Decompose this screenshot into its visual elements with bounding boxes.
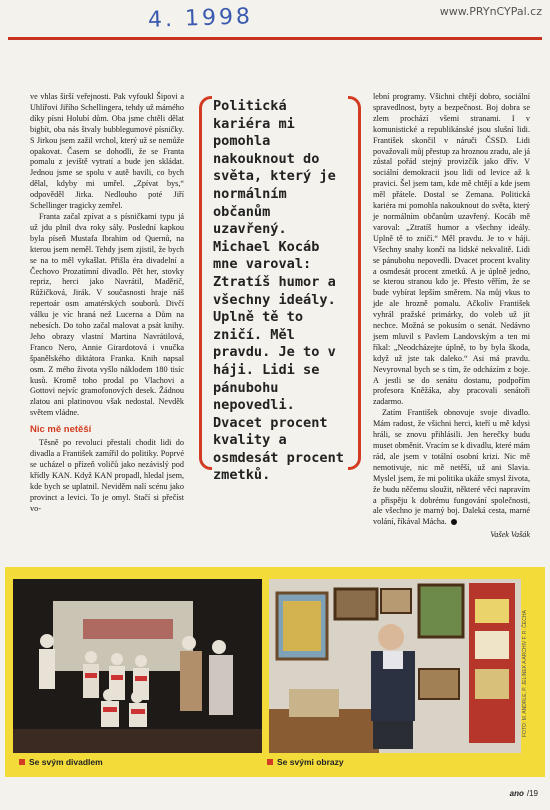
- pull-quote-text: Politická kariéra mi pomohla nakouknout do světa, který je normálním občanům uzavřený. Michael Kocáb mne varoval: Ztratíš humor a všechny ideály. Uplně tě to zničí. Měl pravdu. Je to v háji. Lidi se pánubohu nepovedli. Dvacet procent kvality a osmdesát procent zmetků.: [213, 98, 344, 484]
- paragraph: Zatím František obnovuje svoje divadlo. Mám radost, že všichni herci, kteří u mě kdysi hráli, se znovu přihlásili. Jen herečky budu muset obměnit. Vracím se k divadlu, které mám rád, ale jsem v totální osobní krizi. Nic mě nemotivuje, nic mě netěší, už ani Slavia. Myslel jsem, že mi politika ukáže smysl života, že budu něčemu sloužit, některé věci napravím a přispěju k dobrému fungování společnosti, ale všechno je marný boj. Daleká cesta, marné volání, říkával Mácha.: [373, 408, 530, 527]
- magazine-logo: ano: [509, 789, 524, 798]
- handwritten-date: 4. 1998: [147, 4, 254, 33]
- article-column-left: [30, 92, 184, 514]
- caption-paintings: Se svými obrazy: [267, 757, 344, 767]
- paragraph: Franta začal zpívat a s písničkami typu já už jdu plnil dva roky sály. Poslední kapkou byla píseň Mustafa Ibrahim od Quernů, na kterou jsem neměl. Tehdy jsem zjistil, že bych se na to měl vykašlat. Přišla éra divadelní a Čechovo Prozatímní divadlo. Pět her, stovky repriz, herci jako Navrátil, Maděrič, Růžičková, Jirák. V současnosti hraje náš repertoár osm amatérských souborů. Divčí válku je víc hraná než Lucerna a Dům na nebesích. Do toho začal malovat a psát knihy. Jeho obrazy vlastní Martina Navrátilová, Franco Nero, Annie Girardotová i vnučka španělského diktátora Franka. Knih napsal osm. Z mého života vyšlo náklodem 180 tisíc kusů. Kromě toho prodal po Vlachovi a Gottovi nejvíc gramofonových desek. Žádnou zlatou ani platinovou však nedostal. Nevděk světem vládne.: [30, 211, 184, 418]
- article-column-right: [373, 92, 530, 541]
- theatre-photo-image: [13, 579, 262, 753]
- photo-paintings: [269, 579, 521, 753]
- quote-bracket-left: [199, 96, 212, 470]
- caption-theatre: Se svým divadlem: [19, 757, 103, 767]
- paragraph: ve vhlas širší veřejnosti. Pak vyfoukl Šipovi a Uhlířovi Jiřího Schellingera, tehdy už mámého díky písni Holubí dům. Oba jsme chtěli dělat bigbít, oba nás štvaly bubblegumové písničky. S Jirkou jsem zažil vrchol, který už se nemůže opakovat. Časem se dohodli, že se Franta pomalu z jeviště vytratí a bude jen skládat. Jednou jsme se spolu v autě bavili, co bych dělal, kdyby mi umřel. „Zpívat bys,“ odpověděl Jirka. Nedlouho poté Jiří Schellinger tragicky zemřel.: [30, 92, 184, 211]
- photo-theatre: [13, 579, 262, 753]
- subheading: Nic mě netěší: [30, 424, 92, 436]
- top-rule: [8, 37, 542, 40]
- end-mark: [451, 519, 457, 525]
- caption-marker-icon: [19, 759, 25, 765]
- paragraph: lební programy. Všichni chtějí dobro, sociální spravedlnost, byty a bezpečnost. Boj dobra se zlem prochází všemi stranami. I v komunistické a republikánské jsou slušní lidi. František skončil v náruči ČSSD. Lidi považovali můj přestup za hroznou zradu, ale já zůstal pořád stejný provizčík jako dřív. V sociální demokracii jsou lidi od levice až k pravici. Šel jsem tam, kde mě chtějí a kde jsem měl přátele. Dostal se Zemana. Politická kariéra mi pomohla nakouknout do světa, který je normálním občanům uzavřený. Kocáb mě varoval: „Ztratíš humor a všechny ideály. Uplně tě to zničí.“ Měl pravdu. Je to v háji. Všechny snahy končí na lidské nekvalitě. Lidi se pánubohu nepovedli. Dvacet procent kvality a osmdesát procent zmetků. A je úplně jedno, se kterou stranou kdo je. Přesto věřím, že se bude vybírat lepším směrem. Na můj vkus to jde ale hrozně pomalu. Ačkoliv František vyhrál pražské primárky, do voleb už jít nechce. Možná se pokusím o senát. Nedávno jsem mluvil s Pavlem Landovským a ten mi říkal: „Neodcházejte úplně, to by byla škoda, když už jste tak daleko.“ Asi má pravdu. Nevyrovnal bych se s tím, že odcházím z boje. A jestli se do senátu dostanu, podpořím profesora Kněžáka, aby pracovali senátoři zadarmo.: [373, 92, 530, 407]
- paintings-photo-image: [269, 579, 521, 753]
- pull-quote: [199, 96, 361, 484]
- page-footer: [510, 789, 538, 798]
- author-byline: Vašek Vašák: [490, 530, 530, 540]
- watermark: www.PRYnCYPal.cz: [439, 5, 542, 18]
- paragraph: Těsně po revoluci přestali chodit lidi do divadla a František zamířil do politiky. Poprvé se ucházel o přízeň voličů jako nezávislý pod křídly KAN. Když KAN propadl, hledal jsem, kde bych se uplatnil. Neviděm nalí scénu jako provinct a levici. To je omyl. Stačí si přečíst vo-: [30, 438, 184, 513]
- page-number: /19: [526, 789, 538, 798]
- quote-bracket-right: [348, 96, 361, 470]
- photo-panel: [5, 567, 545, 777]
- photo-credit: FOTO: M. ANDRLE, P. JELÍNEK A ARCHIV F. R. ČECHA: [522, 610, 528, 737]
- caption-marker-icon: [267, 759, 273, 765]
